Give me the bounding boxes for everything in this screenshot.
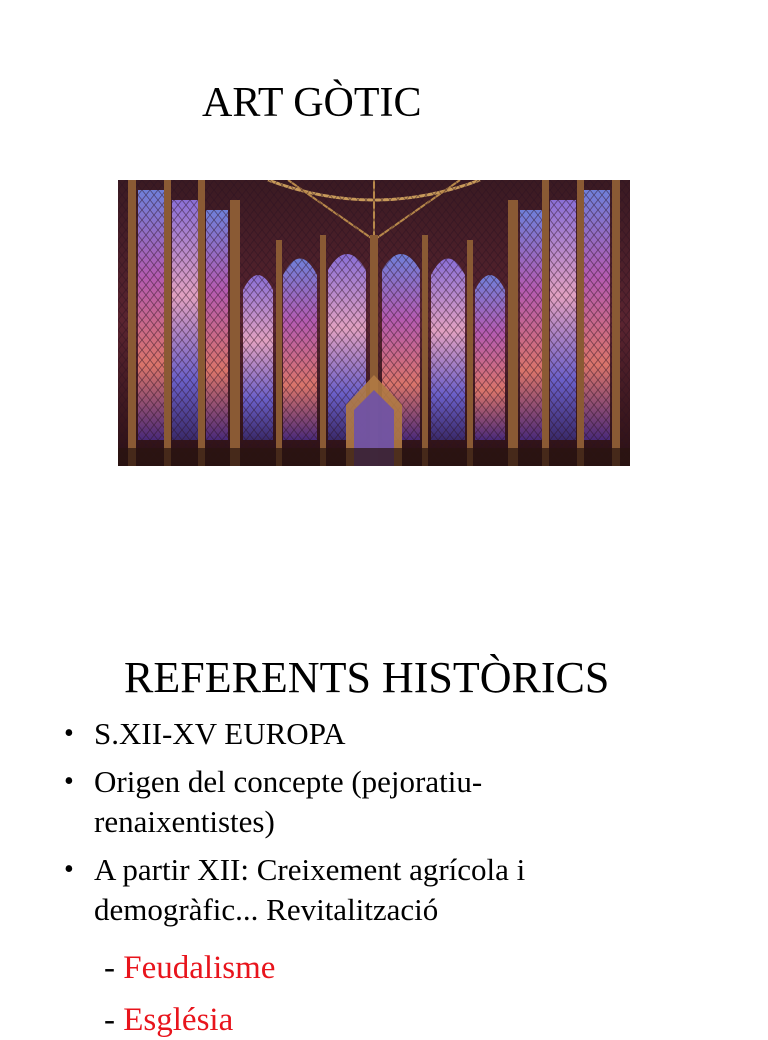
bullet-dot: • bbox=[64, 766, 74, 797]
bullet-text-line2: renaixentistes) bbox=[94, 804, 275, 839]
sub-item-text: Feudalisme bbox=[123, 950, 276, 986]
gothic-chapel-photo bbox=[118, 180, 630, 466]
sub-item-dash: - bbox=[104, 1002, 124, 1038]
sub-item-feudalisme bbox=[104, 948, 275, 988]
bullet-item bbox=[0, 850, 768, 930]
sub-item-text: Església bbox=[123, 1002, 234, 1038]
bullet-text-line1: Origen del concepte (pejoratiu- bbox=[94, 764, 483, 799]
section-title: REFERENTS HISTÒRICS bbox=[124, 653, 610, 702]
bullet-list bbox=[0, 714, 768, 938]
sub-item-esglesia bbox=[104, 1000, 233, 1040]
sub-item-dash: - bbox=[104, 950, 124, 986]
slide-title: ART GÒTIC bbox=[202, 80, 422, 126]
bullet-item bbox=[0, 714, 768, 754]
bullet-dot: • bbox=[64, 718, 74, 749]
bullet-text-line1: A partir XII: Creixement agrícola i bbox=[94, 852, 526, 887]
bullet-dot: • bbox=[64, 854, 74, 885]
bullet-text: S.XII-XV EUROPA bbox=[94, 716, 346, 751]
bullet-item bbox=[0, 762, 768, 842]
bullet-text-line2: demogràfic... Revitalització bbox=[94, 892, 439, 927]
